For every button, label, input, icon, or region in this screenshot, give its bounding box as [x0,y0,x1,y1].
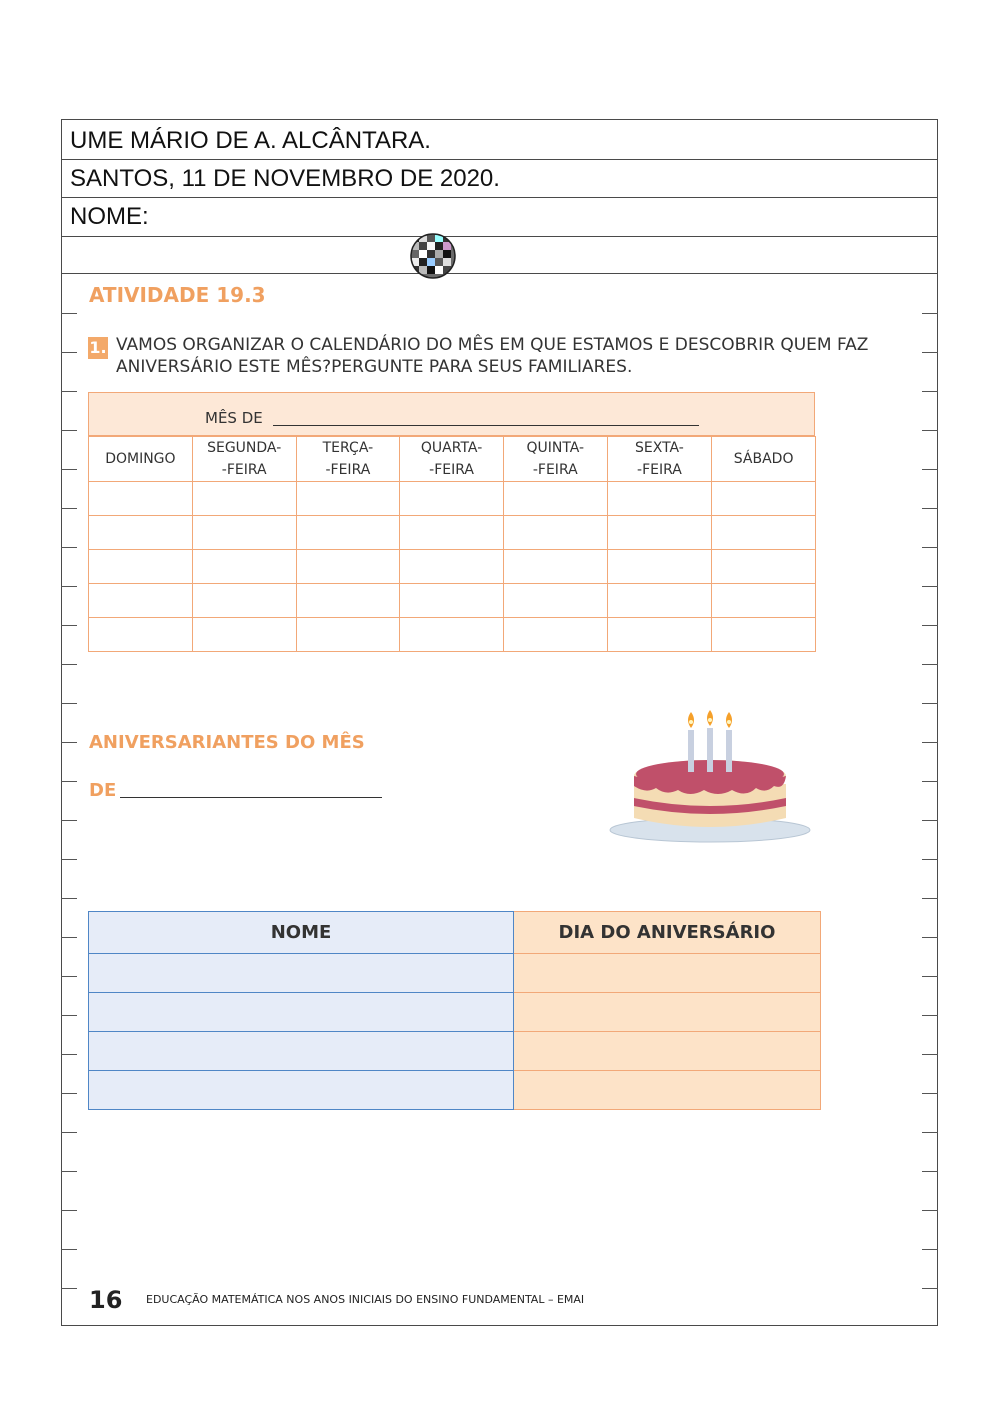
birthdays-title: ANIVERSARIANTES DO MÊS [89,732,365,753]
calendar-week-row [89,550,816,584]
day-cell[interactable] [514,1032,821,1071]
day-cell[interactable] [514,954,821,993]
birthday-table [88,911,821,1110]
activity-title: ATIVIDADE 19.3 [89,283,266,307]
weekday-header: SÁBADO [712,437,816,482]
birthday-row [89,993,821,1032]
page-number: 16 [89,1286,123,1314]
day-cell[interactable] [514,1071,821,1110]
weekday-header: QUINTA- -FEIRA [503,437,607,482]
calendar-week-row [89,516,816,550]
weekday-header: SEXTA- -FEIRA [607,437,712,482]
calendar-grid [88,436,816,652]
calendar-month-header [88,392,815,436]
month-label: MÊS DE [205,409,263,427]
calendar-table [88,392,816,652]
school-name: UME MÁRIO DE A. ALCÂNTARA. [61,122,938,160]
calendar-week-row [89,584,816,618]
birthday-month-blank-line[interactable] [120,797,382,798]
birthday-row [89,1071,821,1110]
month-blank-line[interactable] [273,425,699,426]
birthday-row [89,954,821,993]
blank-row [61,237,938,274]
question-number: 1. [89,338,107,357]
calendar-week-row [89,482,816,516]
birthday-cake-icon [606,700,814,850]
student-name-field[interactable] [61,198,938,237]
birthday-row [89,1032,821,1071]
name-label: NOME: [70,203,149,230]
weekday-header: QUARTA- -FEIRA [400,437,504,482]
birthday-header-row [89,912,821,954]
disco-ball-icon [407,231,459,279]
name-cell[interactable] [89,1071,514,1110]
weekday-header: TERÇA- -FEIRA [296,437,400,482]
footer-text: EDUCAÇÃO MATEMÁTICA NOS ANOS INICIAIS DO ENSINO FUNDAMENTAL – EMAI [146,1293,585,1306]
day-cell[interactable] [514,993,821,1032]
name-cell[interactable] [89,993,514,1032]
birthdays-de-label: DE [89,780,117,801]
weekday-header: SEGUNDA- -FEIRA [192,437,296,482]
name-cell[interactable] [89,954,514,993]
weekday-header-row [89,437,816,482]
name-column-header: NOME [89,912,514,954]
name-cell[interactable] [89,1032,514,1071]
calendar-week-row [89,618,816,652]
date-line: SANTOS, 11 DE NOVEMBRO DE 2020. [61,160,938,198]
day-column-header: DIA DO ANIVERSÁRIO [514,912,821,954]
weekday-header: DOMINGO [89,437,193,482]
question-text: VAMOS ORGANIZAR O CALENDÁRIO DO MÊS EM QUE ESTAMOS E DESCOBRIR QUEM FAZ ANIVERSÁRIO ESTE MÊS?PERGUNTE PARA SEUS FAMILIARES. [116,335,869,377]
